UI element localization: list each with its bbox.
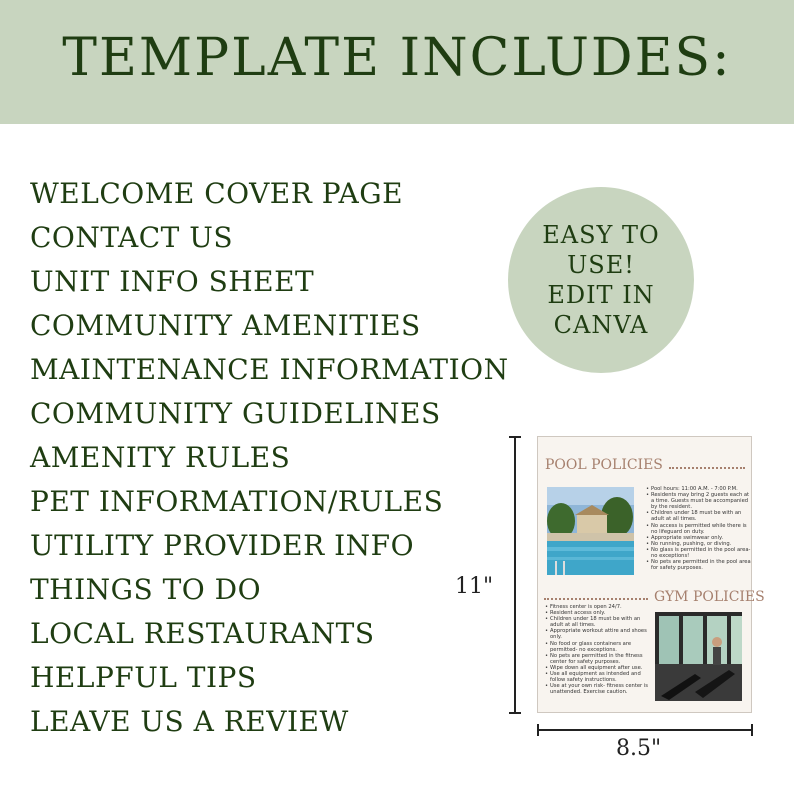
gym-policies-title: GYM POLICIES: [654, 589, 765, 605]
gym-rule: • Resident access only.: [546, 610, 654, 616]
pool-rule: • No running, pushing, or diving.: [647, 541, 751, 547]
list-item: THINGS TO DO: [30, 573, 262, 606]
list-item: HELPFUL TIPS: [30, 661, 257, 694]
gym-rule: • No food or glass containers are permitted- no exceptions.: [546, 641, 654, 653]
pool-rule: • No access is permitted while there is no lifeguard on duty.: [647, 523, 751, 535]
header-banner: [0, 0, 794, 124]
list-item: CONTACT US: [30, 221, 234, 254]
list-item: PET INFORMATION/RULES: [30, 485, 444, 518]
width-dimension-cap: [751, 724, 753, 736]
list-item: COMMUNITY AMENITIES: [30, 309, 421, 342]
list-item: MAINTENANCE INFORMATION: [30, 353, 509, 386]
easy-to-use-badge: [508, 187, 694, 373]
gym-scene-image: [655, 612, 742, 701]
list-item: COMMUNITY GUIDELINES: [30, 397, 441, 430]
gym-rule: • Appropriate workout attire and shoes only.: [546, 628, 654, 640]
list-item: UNIT INFO SHEET: [30, 265, 315, 298]
pool-rule: • Appropriate swimwear only.: [647, 535, 751, 541]
header-title: TEMPLATE INCLUDES:: [62, 28, 732, 88]
badge-line: CANVA: [553, 311, 649, 339]
height-dimension-line: [514, 436, 516, 714]
badge-line: USE!: [567, 251, 635, 279]
gym-photo: [655, 612, 742, 701]
pool-scene-image: [547, 487, 634, 575]
width-label: 8.5": [616, 736, 662, 761]
pool-rules-list: [641, 486, 751, 571]
pool-photo: [547, 487, 634, 575]
gym-rule: • No pets are permitted in the fitness center for safety purposes.: [546, 653, 654, 665]
pool-rule: • Residents may bring 2 guests each at a time. Guests must be accompanied by the resident.: [647, 492, 751, 510]
dotted-divider: [544, 598, 648, 600]
height-dimension-cap: [509, 712, 521, 714]
width-dimension-line: [537, 729, 753, 731]
gym-rule: • Use at your own risk- fitness center is unattended. Exercise caution.: [546, 683, 654, 695]
badge-line: EASY TO: [542, 221, 660, 249]
list-item: LOCAL RESTAURANTS: [30, 617, 375, 650]
badge-line: EDIT IN: [547, 281, 655, 309]
pool-rule: • No glass is permitted in the pool area- no exceptions!: [647, 547, 751, 559]
height-dimension-cap: [509, 436, 521, 438]
pool-rule: • Children under 18 must be with an adult at all times.: [647, 510, 751, 522]
dotted-divider: [669, 467, 745, 469]
gym-rule: • Wipe down all equipment after use.: [546, 665, 654, 671]
width-dimension-cap: [537, 724, 539, 736]
includes-list: [30, 178, 509, 750]
list-item: UTILITY PROVIDER INFO: [30, 529, 415, 562]
list-item: AMENITY RULES: [30, 441, 291, 474]
gym-rule: • Use all equipment as intended and follow safety instructions.: [546, 671, 654, 683]
pool-rule: • Pool hours: 11:00 A.M. - 7:00 P.M.: [647, 486, 751, 492]
gym-rules-list: [540, 604, 654, 695]
list-item: WELCOME COVER PAGE: [30, 177, 404, 210]
document-preview: [537, 436, 765, 713]
gym-rule: • Children under 18 must be with an adult at all times.: [546, 616, 654, 628]
pool-rule: • No pets are permitted in the pool area for safety purposes.: [647, 559, 751, 571]
gym-rule: • Fitness center is open 24/7.: [546, 604, 654, 610]
list-item: LEAVE US A REVIEW: [30, 705, 349, 738]
height-label: 11": [455, 574, 494, 599]
pool-policies-title: POOL POLICIES: [545, 457, 663, 473]
